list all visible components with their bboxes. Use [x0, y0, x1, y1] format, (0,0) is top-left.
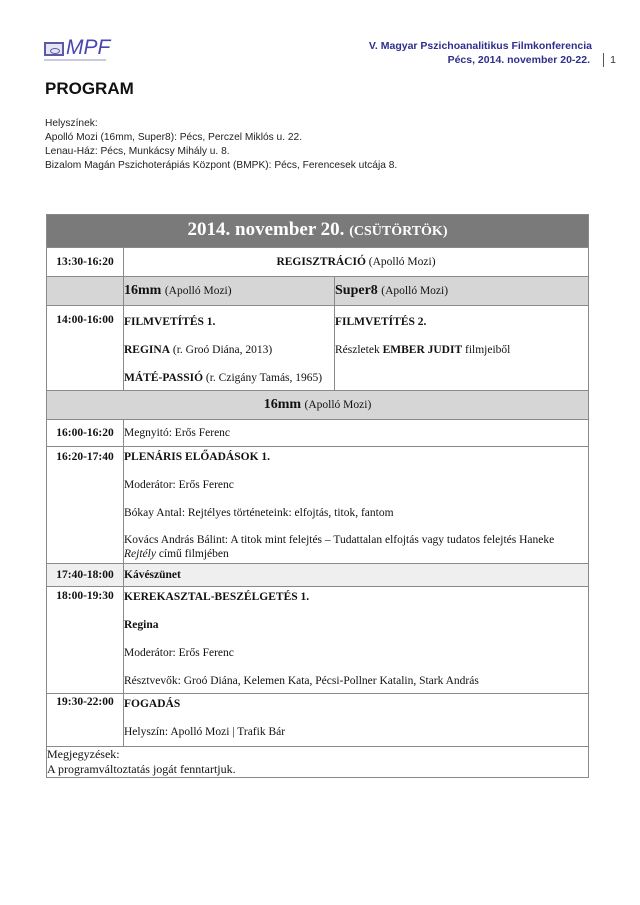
room-header-16mm: 16mm (Apolló Mozi) — [124, 277, 335, 306]
table-row — [47, 248, 589, 277]
logo-text: MPF — [66, 36, 111, 59]
time-cell: 17:40-18:00 — [47, 564, 124, 587]
time-cell: 19:30-22:00 — [47, 694, 124, 747]
room-bar-row — [47, 391, 589, 420]
page-header — [369, 39, 592, 67]
notes-cell — [47, 747, 589, 778]
venue-item: Apolló Mozi (16mm, Super8): Pécs, Perczel Miklós u. 22. — [45, 132, 303, 143]
room-header-super8: Super8 (Apolló Mozi) — [335, 277, 589, 306]
day-header-row — [47, 215, 589, 248]
screening-2-cell: FILMVETÍTÉS 2. Részletek EMBER JUDIT filmjeiből — [335, 306, 589, 391]
notes-row — [47, 747, 589, 778]
conference-place-date: Pécs, 2014. november 20-22. — [447, 54, 590, 66]
day-header — [47, 215, 589, 248]
film-item: MÁTÉ-PASSIÓ (r. Czigány Tamás, 1965) — [124, 372, 323, 384]
plenary-cell: PLENÁRIS ELŐADÁSOK 1. Moderátor: Erős Ferenc Bókay Antal: Rejtélyes történeteink: elfojtás, titok, fantom Kovács András Bálint: A titok mint felejtés – Tudattalan elfojtás vagy tudatos felejtés Haneke Rejtély című filmjében — [124, 447, 589, 564]
screening-1-cell: FILMVETÍTÉS 1. REGINA (r. Groó Diána, 2013) MÁTÉ-PASSIÓ (r. Czigány Tamás, 1965) — [124, 306, 335, 391]
page-title: PROGRAM — [45, 79, 134, 98]
page-number: 1 — [603, 53, 616, 67]
mpf-logo — [44, 36, 111, 64]
registration-cell — [124, 248, 589, 277]
venue-item: Bizalom Magán Pszichoterápiás Központ (BMPK): Pécs, Ferencesek utcája 8. — [45, 160, 398, 171]
time-cell: 16:00-16:20 — [47, 420, 124, 447]
venue-item: Lenau-Ház: Pécs, Munkácsy Mihály u. 8. — [45, 146, 230, 157]
roundtable-cell: KEREKASZTAL-BESZÉLGETÉS 1. Regina Moderátor: Erős Ferenc Résztvevők: Groó Diána, Kelemen Kata, Pécsi-Pollner Katalin, Stark András — [124, 587, 589, 694]
day-title: 2014. november 20. — [187, 219, 345, 240]
conference-name: V. Magyar Pszichoanalitikus Filmkonferencia — [368, 40, 592, 52]
venues-label: Helyszínek: — [45, 118, 98, 129]
opening-cell: Megnyitó: Erős Ferenc — [124, 420, 589, 447]
table-row — [47, 694, 589, 747]
time-cell: 18:00-19:30 — [47, 587, 124, 694]
table-row — [47, 420, 589, 447]
registration-place: (Apolló Mozi) — [368, 256, 436, 268]
table-row — [47, 447, 589, 564]
reception-cell: FOGADÁS Helyszín: Apolló Mozi | Trafik Bár — [124, 694, 589, 747]
day-name: (CSÜTÖRTÖK) — [349, 224, 448, 239]
room-bar: 16mm (Apolló Mozi) — [47, 391, 589, 420]
notes-label: Megjegyzések: — [47, 747, 120, 761]
table-row — [47, 564, 589, 587]
notes-text: A programváltoztatás jogát fenntartjuk. — [47, 762, 236, 776]
eye-icon — [44, 42, 64, 56]
break-cell: Kávészünet — [124, 564, 589, 587]
table-row — [47, 587, 589, 694]
time-cell: 13:30-16:20 — [47, 248, 124, 277]
film-item: REGINA (r. Groó Diána, 2013) — [124, 344, 273, 356]
time-cell: 14:00-16:00 — [47, 306, 124, 391]
table-row — [47, 306, 589, 391]
program-table — [46, 214, 589, 778]
time-cell: 16:20-17:40 — [47, 447, 124, 564]
venues-block — [45, 117, 397, 173]
rooms-row — [47, 277, 589, 306]
registration-title: REGISZTRÁCIÓ — [276, 256, 366, 268]
